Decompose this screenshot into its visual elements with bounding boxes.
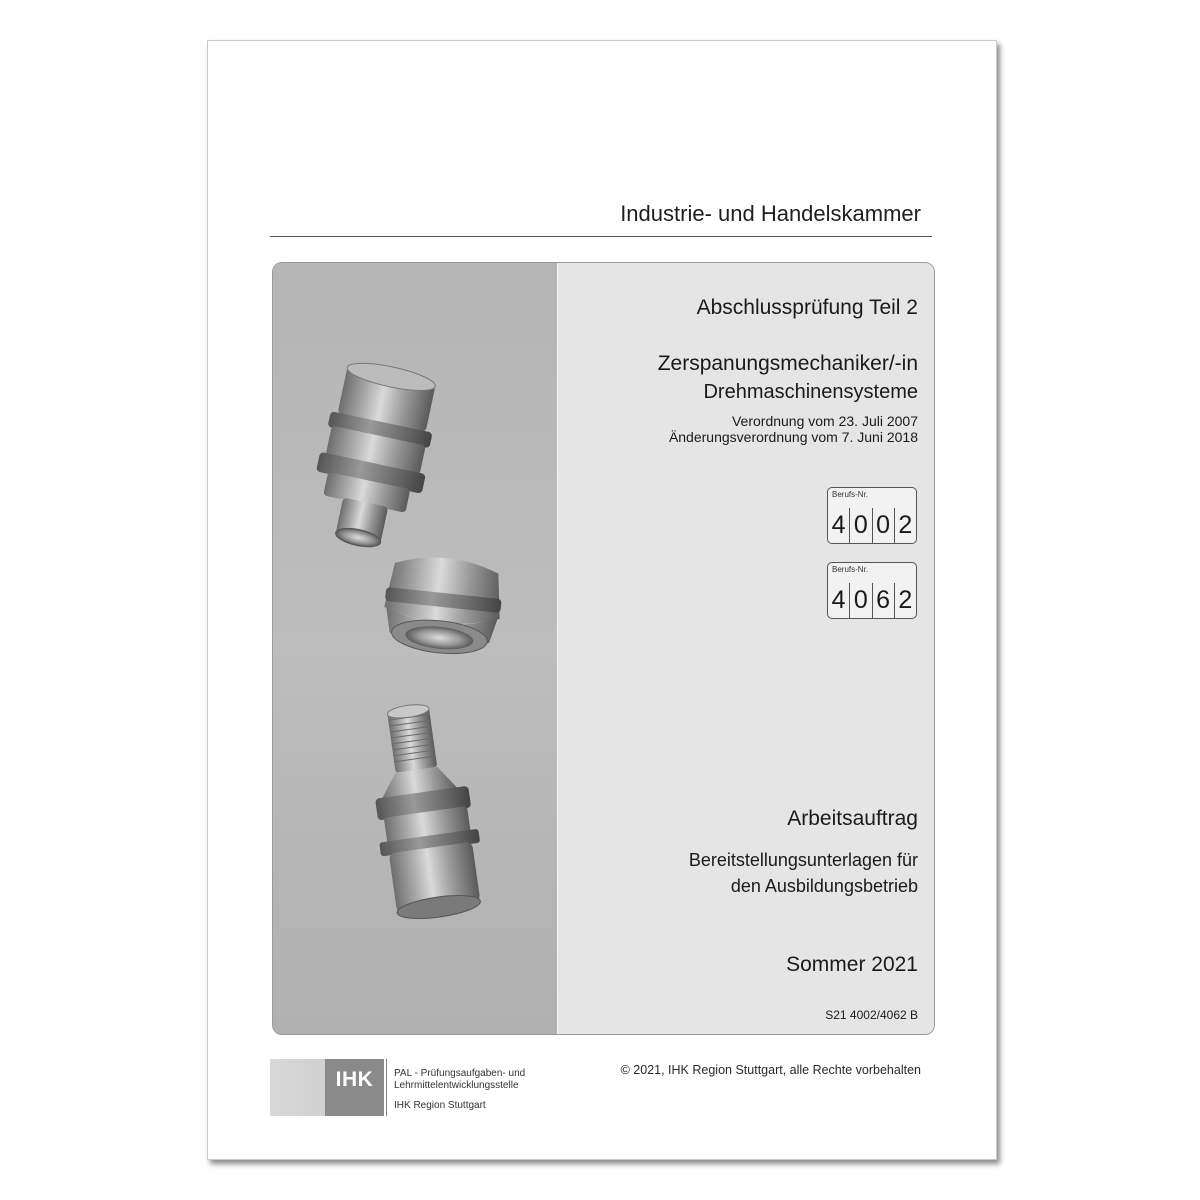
cover-text-area [558, 263, 934, 1034]
profession-number-digit: 0 [849, 508, 871, 543]
description-line-2: den Ausbildungsbetrieb [730, 876, 918, 896]
organization-title: Industrie- und Handelskammer [620, 201, 921, 226]
description-line-1: Bereitstellungsunterlagen für [688, 850, 918, 870]
exam-season: Sommer 2021 [786, 953, 918, 976]
header-divider [270, 236, 932, 237]
ihk-logo: IHK [325, 1059, 384, 1116]
regulation-date: Verordnung vom 23. Juli 2007 [731, 413, 918, 429]
profession-number-digit: 2 [894, 508, 916, 543]
turned-part-bottom [361, 698, 490, 924]
publisher-line-1: PAL - Prüfungsaufgaben- und [394, 1068, 526, 1079]
cover-panel [272, 262, 935, 1035]
profession-number-digit: 6 [872, 583, 894, 618]
profession-number-box [827, 562, 917, 619]
amendment-date: Änderungsverordnung vom 7. Juni 2018 [668, 429, 918, 445]
profession-number-label: Berufs-Nr. [832, 490, 869, 499]
profession-number-digit: 4 [831, 511, 846, 539]
document-code: S21 4002/4062 B [825, 1008, 918, 1022]
profession-number-label: Berufs-Nr. [832, 565, 869, 574]
profession-number-digit: 0 [872, 508, 894, 543]
profession-number-digit: 4 [831, 586, 846, 614]
logo-divider [386, 1059, 387, 1116]
task-title: Arbeitsauftrag [787, 807, 918, 830]
copyright-notice: © 2021, IHK Region Stuttgart, alle Rechte vorbehalten [620, 1063, 921, 1077]
turned-part-middle [380, 552, 505, 659]
profession-number-digit: 0 [849, 583, 871, 618]
exam-title: Abschlussprüfung Teil 2 [696, 296, 918, 319]
profession-number-digit: 2 [894, 583, 916, 618]
profession-title: Zerspanungsmechaniker/-in [657, 352, 918, 375]
publisher-region: IHK Region Stuttgart [394, 1100, 486, 1111]
turned-part-top [303, 356, 446, 556]
cover-image-area [273, 263, 558, 1034]
profession-number-box [827, 487, 917, 544]
document-page [207, 40, 997, 1160]
publisher-line-2: Lehrmittelentwicklungsstelle [394, 1080, 519, 1091]
turned-parts-illustration [273, 263, 557, 1034]
specialization: Drehmaschinensysteme [703, 381, 918, 403]
